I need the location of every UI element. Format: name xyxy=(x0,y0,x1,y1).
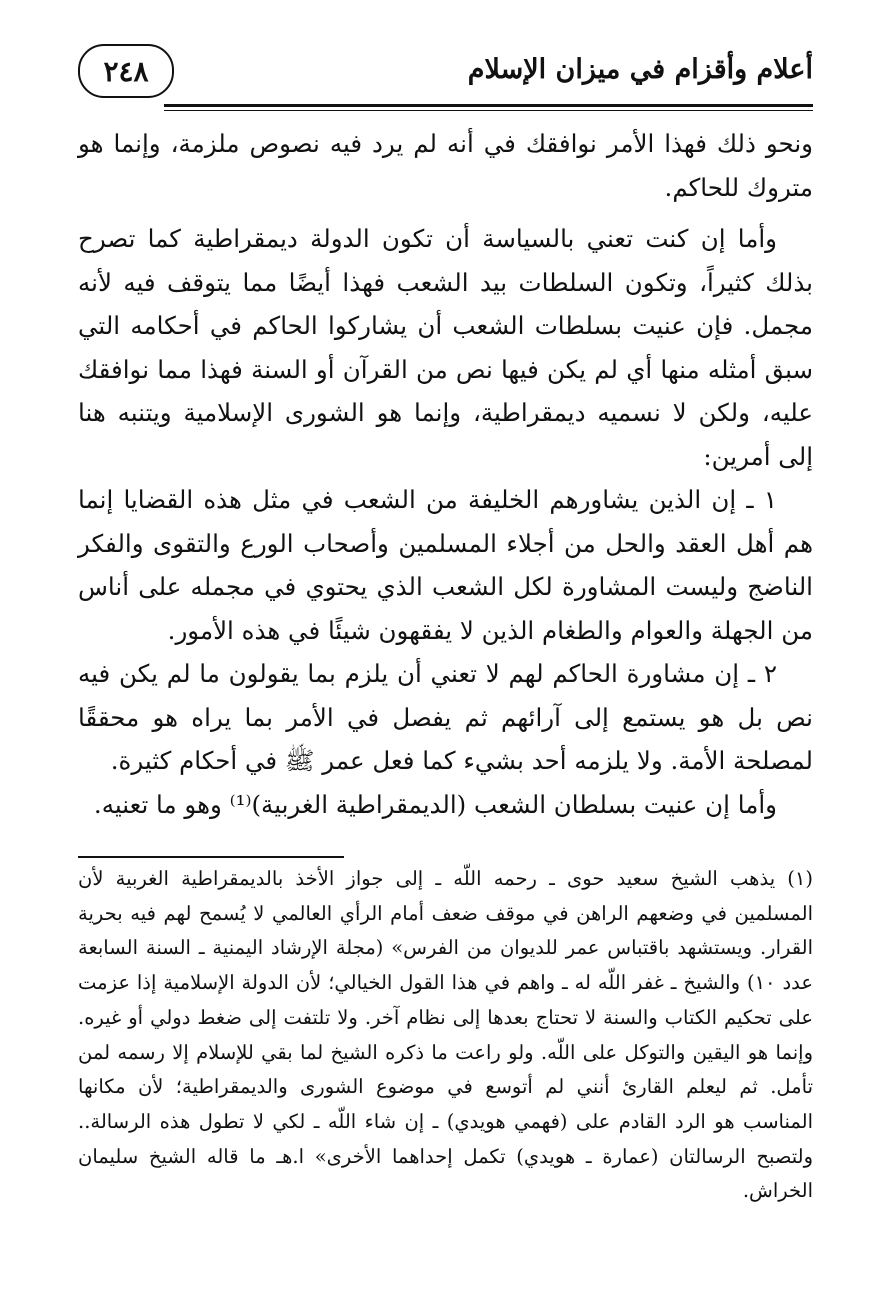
page-header xyxy=(78,40,813,110)
header-rule-thin xyxy=(164,110,813,111)
main-text xyxy=(78,122,813,826)
footnote-separator xyxy=(78,856,344,858)
paragraph-4: ٢ ـ إن مشاورة الحاكم لهم لا تعني أن يلزم بما يقولون ما لم يكن فيه نص بل هو يستمع إلى آرائهم ثم يفصل في الأمر بما يراه هو محققًا لمصلحة الأمة. ولا يلزمه أحد بشيء كما فعل عمر ﷺ في أحكام كثيرة. xyxy=(78,659,813,775)
paragraph-2: وأما إن كنت تعني بالسياسة أن تكون الدولة ديمقراطية كما تصرح بذلك كثيراً، وتكون السلطات بيد الشعب فهذا أيضًا مما يتوقف فيه لأنه مجمل. فإن عنيت بسلطات الشعب أن يشاركوا الحاكم في أحكامه التي سبق أمثله منها أي لم يكن فيها نص من القرآن أو السنة فهذا مما نوافقك عليه، ولكن لا نسميه ديمقراطية، وإنما هو الشورى الإسلامية ويتنبه هنا إلى أمرين: xyxy=(78,224,813,471)
header-rule xyxy=(164,104,813,107)
page-number-badge xyxy=(78,44,174,98)
paragraph-5: وأما إن عنيت بسلطان الشعب (الديمقراطية الغربية)⁽¹⁾ وهو ما تعنيه. xyxy=(93,789,777,819)
paragraph-3: ١ ـ إن الذين يشاورهم الخليفة من الشعب في مثل هذه القضايا إنما هم أهل العقد والحل من أجلاء المسلمين وأصحاب الورع والتقوى والفكر الناضج وليست المشاورة لكل الشعب الذي يحتوي في مجمله على أناس من الجهلة والعوام والطغام الذين لا يفقهون شيئًا في هذه الأمور. xyxy=(78,485,813,645)
footnotes xyxy=(78,862,813,1209)
page-number: ٢٤٨ xyxy=(103,54,149,88)
paragraph-1: ونحو ذلك فهذا الأمر نوافقك في أنه لم يرد فيه نصوص ملزمة، وإنما هو متروك للحاكم. xyxy=(78,129,813,202)
running-title: أعلام وأقزام في ميزان الإسلام xyxy=(467,54,813,85)
footnote-1: (١) يذهب الشيخ سعيد حوى ـ رحمه اللّه ـ إلى جواز الأخذ بالديمقراطية الغربية لأن المسلمين في وضعهم الراهن في موقف ضعف أمام الرأي العالمي لا يُسمح لهم فيه بحرية القرار. ويستشهد باقتباس عمر للديوان من الفرس» (مجلة الإرشاد اليمنية ـ السنة السابعة عدد ١٠) والشيخ ـ غفر اللّه له ـ واهم في هذا القول الخيالي؛ لأن الدولة الإسلامية إذا عزمت على تحكيم الكتاب والسنة لا تحتاج بعدها إلى نظام آخر. ولا تلتفت إلى ضغط دولي أو غيره. وإنما هو اليقين والتوكل على اللّه. ولو راعت ما ذكره الشيخ لما بقي للإسلام إلا رسمه لمن تأمل. ثم ليعلم القارئ أنني لم أتوسع في موضوع الشورى والديمقراطية؛ لأن مكانها المناسب هو الرد القادم على (فهمي هويدي) ـ إن شاء اللّه ـ لكي لا تطول هذه الرسالة.. ولتصبح الرسالتان (عمارة ـ هويدي) تكمل إحداهما الأخرى» ا.هـ ما قاله الشيخ سليمان الخراش. xyxy=(78,867,813,1203)
